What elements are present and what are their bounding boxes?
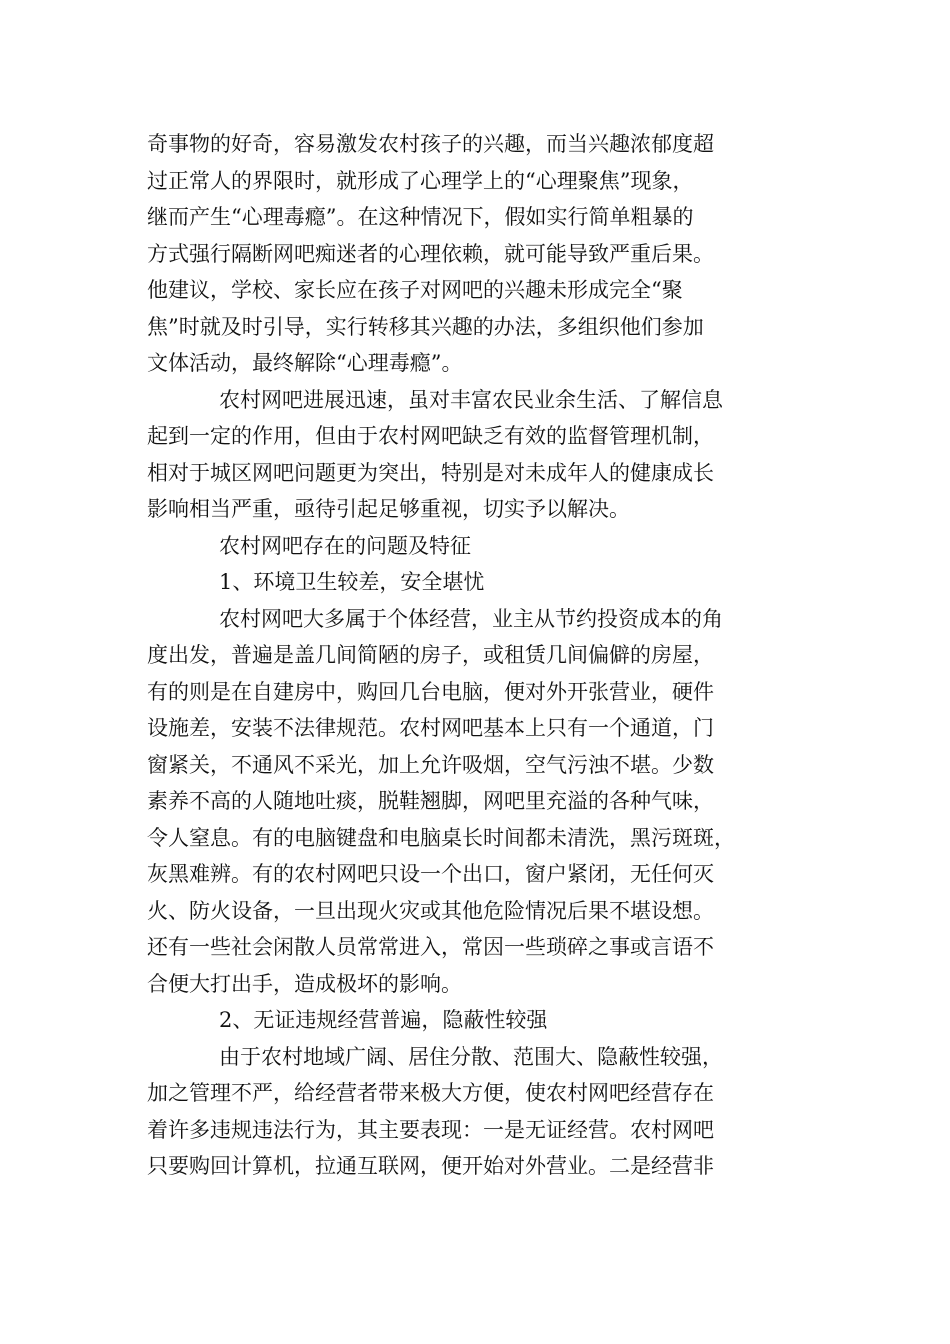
text-line: 只要购回计算机，拉通互联网，便开始对外营业。二是经营非: [147, 1154, 714, 1178]
text-line: 令人窒息。有的电脑键盘和电脑桌长时间都未清洗，黑污斑斑，: [147, 825, 735, 850]
text-line: 窗紧关，不通风不采光，加上允许吸烟，空气污浊不堪。少数: [147, 752, 714, 777]
text-line: 过正常人的界限时，就形成了心理学上的“心理聚焦”现象，: [147, 168, 694, 193]
document-body: [147, 126, 807, 1185]
text-line: 着许多违规违法行为，其主要表现：一是无证经营。农村网吧: [147, 1117, 714, 1142]
text-line: 他建议，学校、家长应在孩子对网吧的兴趣未形成完全“聚: [147, 278, 683, 302]
text-line: 文体活动，最终解除“心理毒瘾”。: [147, 351, 463, 375]
text-line: 素养不高的人随地吐痰，脱鞋翘脚，网吧里充溢的各种气味，: [147, 789, 714, 813]
text-line: 继而产生“心理毒瘾”。在这种情况下，假如实行简单粗暴的: [147, 205, 694, 229]
paragraph-first-line: 2、无证违规经营普遍，隐蔽性较强: [219, 1008, 548, 1032]
text-line: 焦”时就及时引导，实行转移其兴趣的办法，多组织他们参加: [147, 314, 704, 339]
paragraph-first-line: 1、环境卫生较差，安全堪忧: [219, 570, 485, 594]
text-line: 设施差，安装不法律规范。农村网吧基本上只有一个通道，门: [147, 716, 714, 740]
text-line: 度出发，普遍是盖几间简陋的房子，或租赁几间偏僻的房屋，: [147, 643, 714, 667]
paragraph-first-line: 由于农村地域广阔、居住分散、范围大、隐蔽性较强，: [219, 1044, 723, 1069]
text-line: 相对于城区网吧问题更为突出，特别是对未成年人的健康成长: [147, 460, 714, 485]
text-line: 影响相当严重，亟待引起足够重视，切实予以解决。: [147, 497, 630, 521]
text-line: 火、防火设备，一旦出现火灾或其他危险情况后果不堪设想。: [147, 898, 714, 923]
text-line: 起到一定的作用，但由于农村网吧缺乏有效的监督管理机制，: [147, 424, 714, 448]
text-line: 有的则是在自建房中，购回几台电脑，便对外开张营业，硬件: [147, 679, 714, 704]
text-line: 灰黑难辨。有的农村网吧只设一个出口，窗户紧闭，无任何灭: [147, 862, 714, 886]
paragraph-first-line: 农村网吧进展迅速，虽对丰富农民业余生活、了解信息: [219, 387, 723, 412]
text-line: 奇事物的好奇，容易激发农村孩子的兴趣，而当兴趣浓郁度超: [147, 132, 714, 156]
paragraph-first-line: 农村网吧大多属于个体经营，业主从节约投资成本的角: [219, 606, 723, 631]
paragraph-first-line: 农村网吧存在的问题及特征: [219, 533, 471, 558]
text-line: 合便大打出手，造成极坏的影响。: [147, 971, 462, 996]
text-line: 方式强行隔断网吧痴迷者的心理依赖，就可能导致严重后果。: [147, 241, 714, 266]
text-line: 还有一些社会闲散人员常常进入，常因一些琐碎之事或言语不: [147, 935, 714, 959]
text-line: 加之管理不严，给经营者带来极大方便，使农村网吧经营存在: [147, 1081, 714, 1105]
